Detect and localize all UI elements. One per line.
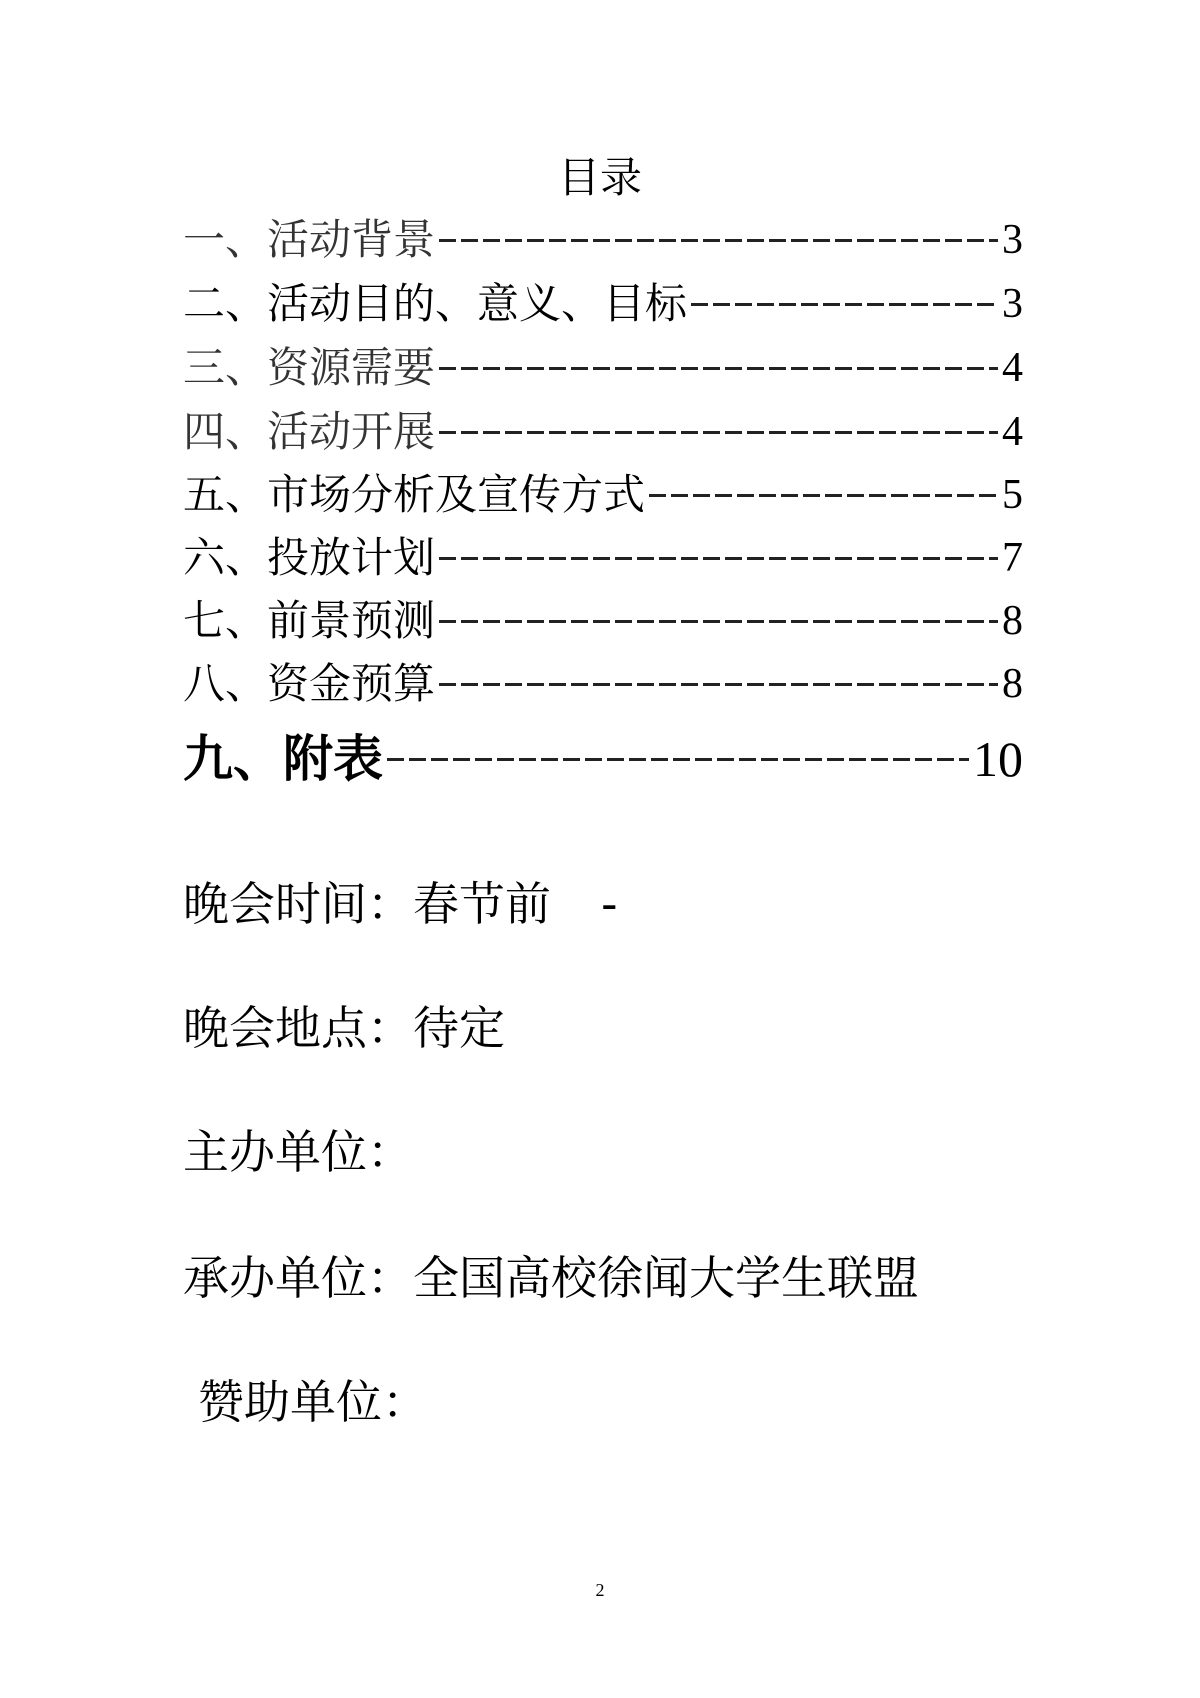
toc-entry-page: 7 <box>1002 535 1023 581</box>
toc-entry[interactable] <box>183 724 1023 794</box>
toc-entry-page: 8 <box>1002 598 1023 644</box>
toc-leader <box>649 494 998 497</box>
toc-leader <box>439 431 998 434</box>
sponsor-unit: 赞助单位： <box>198 1375 428 1429</box>
toc-entry-page: 4 <box>1002 345 1023 391</box>
event-time-text: 晚会时间：春节前 <box>183 877 551 931</box>
toc-entry[interactable] <box>183 210 1023 270</box>
host-unit: 主办单位： <box>183 1125 413 1179</box>
toc-entry-label: 六、投放计划 <box>183 533 436 582</box>
toc-entry-page: 3 <box>1002 281 1023 327</box>
toc-leader <box>439 620 998 623</box>
toc-entry[interactable] <box>183 591 1023 651</box>
toc-entry[interactable] <box>183 338 1023 398</box>
toc-entry-label: 八、资金预算 <box>183 659 436 708</box>
toc-entry-label: 五、市场分析及宣传方式 <box>183 470 646 519</box>
toc-entry-label: 九、附表 <box>183 730 383 788</box>
toc-entry-page: 4 <box>1002 409 1023 455</box>
toc-leader <box>439 239 998 242</box>
toc-entry[interactable] <box>183 528 1023 588</box>
toc-entry-label: 四、活动开展 <box>183 407 436 456</box>
event-time-mark: - <box>601 877 618 931</box>
toc-entry[interactable] <box>183 274 1023 334</box>
toc-title: 目录 <box>557 153 642 202</box>
toc-entry[interactable] <box>183 465 1023 525</box>
toc-entry[interactable] <box>183 654 1023 714</box>
toc-entry-page: 10 <box>973 731 1023 787</box>
toc-entry-page: 5 <box>1002 472 1023 518</box>
event-place: 晚会地点：待定 <box>183 1001 505 1055</box>
toc-entry-label: 二、活动目的、意义、目标 <box>183 279 688 328</box>
toc-entry-page: 3 <box>1002 217 1023 263</box>
toc-entry-page: 8 <box>1002 661 1023 707</box>
toc-leader <box>439 683 998 686</box>
toc-entry[interactable] <box>183 402 1023 462</box>
toc-leader <box>387 758 969 761</box>
toc-leader <box>691 303 998 306</box>
organizer-unit: 承办单位：全国高校徐闻大学生联盟 <box>183 1251 919 1305</box>
toc-entry-label: 三、资源需要 <box>183 343 436 392</box>
toc-entry-label: 一、活动背景 <box>183 215 436 264</box>
toc-leader <box>439 557 998 560</box>
toc-entry-label: 七、前景预测 <box>183 596 436 645</box>
event-time <box>183 872 618 936</box>
toc-leader <box>439 367 998 370</box>
page-number: 2 <box>595 1580 605 1600</box>
